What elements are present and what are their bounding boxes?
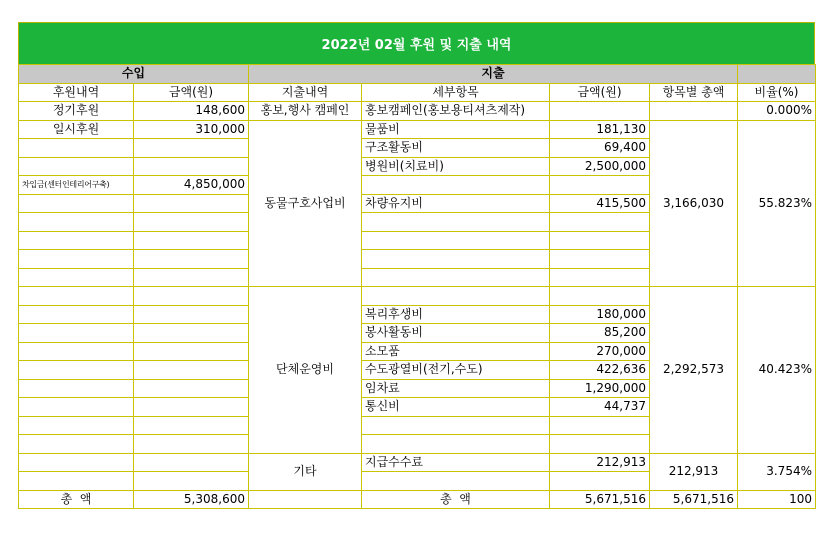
other-ratio: 3.754% (738, 453, 816, 490)
promo-ratio: 0.000% (738, 102, 816, 121)
blank-cell (362, 213, 550, 232)
expense-detail: 봉사활동비 (362, 324, 550, 343)
operations-ratio: 40.423% (738, 287, 816, 454)
expense-amount: 2,500,000 (550, 157, 650, 176)
blank-cell (550, 268, 650, 287)
blank-cell (362, 231, 550, 250)
blank-cell (19, 157, 134, 176)
sheet-title: 2022년 02월 후원 및 지출 내역 (18, 22, 815, 64)
blank-cell (134, 416, 249, 435)
blank-cell (550, 472, 650, 491)
income-amount: 310,000 (134, 120, 249, 139)
blank-cell (550, 176, 650, 195)
blank-cell (550, 416, 650, 435)
blank-cell (134, 342, 249, 361)
blank-cell (550, 287, 650, 306)
expense-detail: 임차료 (362, 379, 550, 398)
blank-cell (134, 139, 249, 158)
blank-cell (362, 250, 550, 269)
blank-cell (249, 490, 362, 509)
promo-amount (550, 102, 650, 121)
blank-cell (134, 435, 249, 454)
blank-cell (362, 435, 550, 454)
blank-cell (134, 231, 249, 250)
blank-cell (134, 157, 249, 176)
expense-total-amount: 5,671,516 (550, 490, 650, 509)
blank-cell (19, 435, 134, 454)
ratio-total: 100 (738, 490, 816, 509)
promo-category: 홍보,행사 캠페인 (249, 102, 362, 121)
blank-cell (362, 176, 550, 195)
expense-amount: 180,000 (550, 305, 650, 324)
table-row (19, 453, 816, 472)
header-detail: 세부항목 (362, 83, 550, 102)
blank-cell (19, 342, 134, 361)
column-header-row (19, 83, 816, 102)
spreadsheet (18, 22, 815, 509)
blank-cell (134, 324, 249, 343)
blank-cell (362, 472, 550, 491)
blank-cell (134, 194, 249, 213)
income-total-label: 총 액 (19, 490, 134, 509)
blank-cell (362, 287, 550, 306)
header-category-total: 항목별 총액 (650, 83, 738, 102)
blank-cell (738, 65, 816, 84)
income-label: 차입금(센터인테리어구축) (19, 176, 134, 195)
totals-row (19, 490, 816, 509)
expense-amount: 1,290,000 (550, 379, 650, 398)
animal-rescue-category: 동물구호사업비 (249, 120, 362, 287)
animal-rescue-ratio: 55.823% (738, 120, 816, 287)
expense-amount: 181,130 (550, 120, 650, 139)
header-ratio: 비율(%) (738, 83, 816, 102)
expense-detail: 수도광열비(전기,수도) (362, 361, 550, 380)
blank-cell (134, 250, 249, 269)
blank-cell (134, 305, 249, 324)
expense-amount: 212,913 (550, 453, 650, 472)
income-amount: 4,850,000 (134, 176, 249, 195)
expense-amount: 270,000 (550, 342, 650, 361)
promo-total (650, 102, 738, 121)
operations-category: 단체운영비 (249, 287, 362, 454)
blank-cell (134, 268, 249, 287)
blank-cell (134, 398, 249, 417)
blank-cell (362, 416, 550, 435)
promo-detail: 홍보캠페인(홍보용티셔츠제작) (362, 102, 550, 121)
blank-cell (134, 379, 249, 398)
table-row (19, 102, 816, 121)
blank-cell (19, 416, 134, 435)
expense-detail: 차량유지비 (362, 194, 550, 213)
income-label: 일시후원 (19, 120, 134, 139)
expense-section-label: 지출 (249, 65, 738, 84)
blank-cell (19, 453, 134, 472)
expense-detail: 복리후생비 (362, 305, 550, 324)
blank-cell (550, 213, 650, 232)
blank-cell (134, 287, 249, 306)
expense-amount: 85,200 (550, 324, 650, 343)
blank-cell (134, 453, 249, 472)
animal-rescue-total: 3,166,030 (650, 120, 738, 287)
table-row (19, 287, 816, 306)
category-total-sum: 5,671,516 (650, 490, 738, 509)
blank-cell (19, 287, 134, 306)
header-income-item: 후원내역 (19, 83, 134, 102)
expense-detail: 소모품 (362, 342, 550, 361)
expense-total-label: 총 액 (362, 490, 550, 509)
blank-cell (19, 398, 134, 417)
blank-cell (19, 213, 134, 232)
blank-cell (19, 268, 134, 287)
blank-cell (134, 213, 249, 232)
other-category: 기타 (249, 453, 362, 490)
expense-amount: 422,636 (550, 361, 650, 380)
expense-detail: 구조활동비 (362, 139, 550, 158)
blank-cell (550, 435, 650, 454)
blank-cell (134, 361, 249, 380)
header-amount: 금액(원) (550, 83, 650, 102)
blank-cell (19, 472, 134, 491)
expense-detail: 물품비 (362, 120, 550, 139)
header-income-amount: 금액(원) (134, 83, 249, 102)
finance-table (18, 64, 816, 509)
blank-cell (19, 305, 134, 324)
other-total: 212,913 (650, 453, 738, 490)
blank-cell (19, 250, 134, 269)
blank-cell (550, 231, 650, 250)
expense-detail: 병원비(치료비) (362, 157, 550, 176)
income-section-label: 수입 (19, 65, 249, 84)
income-amount: 148,600 (134, 102, 249, 121)
blank-cell (19, 379, 134, 398)
blank-cell (550, 250, 650, 269)
header-expense-item: 지출내역 (249, 83, 362, 102)
expense-amount: 44,737 (550, 398, 650, 417)
income-total-amount: 5,308,600 (134, 490, 249, 509)
blank-cell (19, 324, 134, 343)
operations-total: 2,292,573 (650, 287, 738, 454)
expense-amount: 69,400 (550, 139, 650, 158)
table-row (19, 120, 816, 139)
income-label: 정기후원 (19, 102, 134, 121)
blank-cell (19, 139, 134, 158)
expense-detail: 통신비 (362, 398, 550, 417)
expense-amount: 415,500 (550, 194, 650, 213)
blank-cell (19, 194, 134, 213)
expense-detail: 지급수수료 (362, 453, 550, 472)
section-header-row (19, 65, 816, 84)
blank-cell (19, 231, 134, 250)
blank-cell (19, 361, 134, 380)
blank-cell (362, 268, 550, 287)
blank-cell (134, 472, 249, 491)
